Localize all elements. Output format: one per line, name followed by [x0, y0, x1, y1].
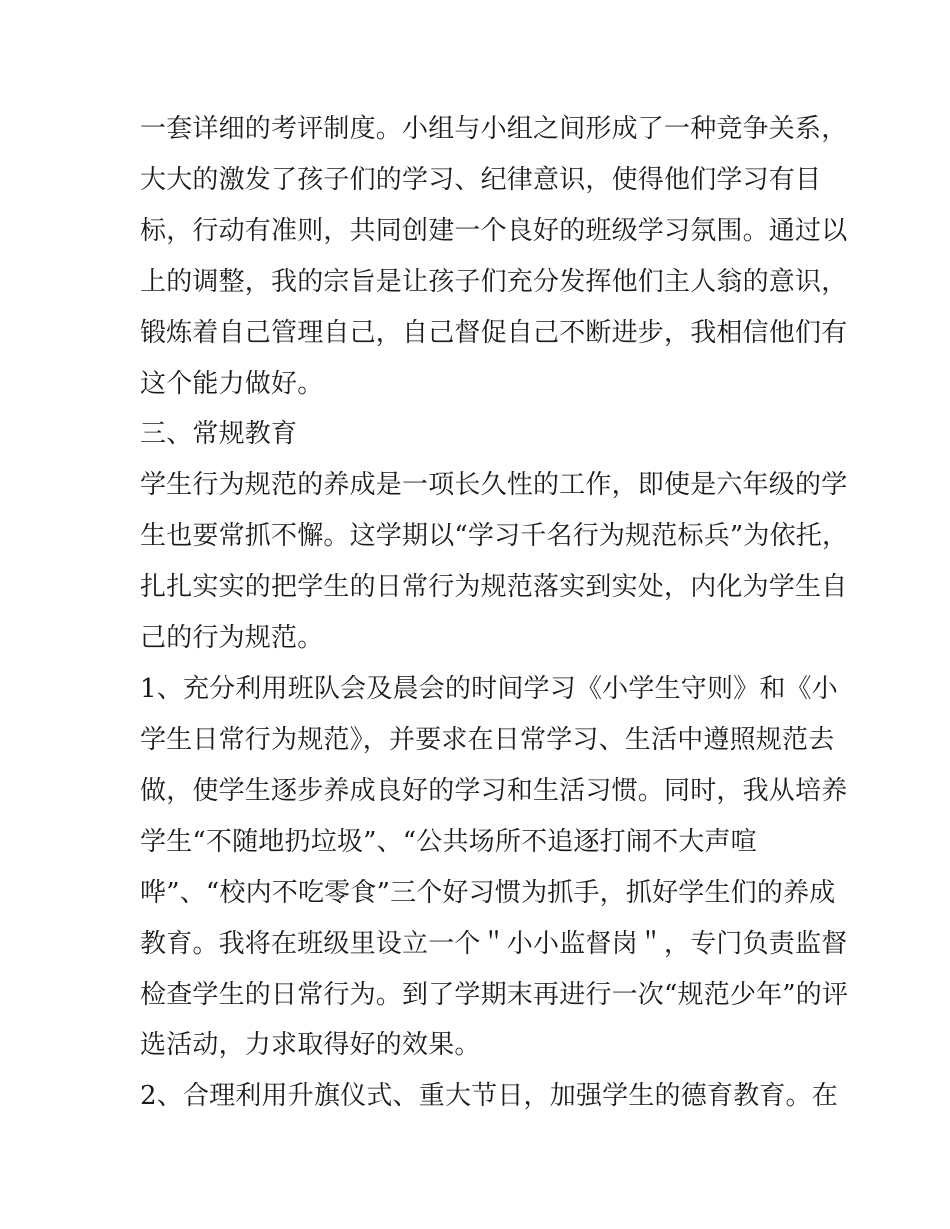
text-line: 学生日常行为规范》，并要求在日常学习、生活中遵照规范去: [140, 725, 835, 755]
text-line: 选活动，力求取得好的效果。: [140, 1030, 481, 1060]
text-line: 哗”、“校内不吃零食”三个好习惯为抓手，抓好学生们的养成: [140, 878, 836, 908]
text-line: 做，使学生逐步养成良好的学习和生活习惯。同时，我从培养: [140, 776, 848, 806]
text-line: 己的行为规范。: [140, 623, 324, 653]
text-line: 标，行动有准则，共同创建一个良好的班级学习氛围。通过以: [140, 216, 848, 246]
text-line: 扎扎实实的把学生的日常行为规范落实到实处，内化为学生自: [140, 572, 848, 602]
text-line: 学生“不随地扔垃圾”、“公共场所不追逐打闹不大声喧: [140, 827, 757, 857]
text-line: 大大的激发了孩子们的学习、纪律意识，使得他们学习有目: [140, 165, 822, 195]
text-line: 检查学生的日常行为。到了学期末再进行一次“规范少年”的评: [140, 980, 849, 1010]
text-line: 生也要常抓不懈。这学期以“学习千名行为规范标兵”为依托，: [140, 521, 849, 551]
text-line: 锻炼着自己管理自己，自己督促自己不断进步，我相信他们有: [140, 318, 848, 348]
text-line: 一套详细的考评制度。小组与小组之间形成了一种竞争关系，: [140, 114, 848, 144]
numbered-item-2: 2、合理利用升旗仪式、重大节日，加强学生的德育教育。在: [140, 1081, 838, 1111]
text-line: 上的调整，我的宗旨是让孩子们充分发挥他们主人翁的意识，: [140, 267, 848, 297]
section-heading: 三、常规教育: [140, 419, 298, 449]
text-line: 教育。我将在班级里设立一个＂小小监督岗＂，专门负责监督: [140, 929, 848, 959]
numbered-item-1: 1、充分利用班队会及晨会的时间学习《小学生守则》和《小: [140, 674, 838, 704]
text-line: 学生行为规范的养成是一项长久性的工作，即使是六年级的学: [140, 470, 848, 500]
text-line: 这个能力做好。: [140, 369, 324, 399]
